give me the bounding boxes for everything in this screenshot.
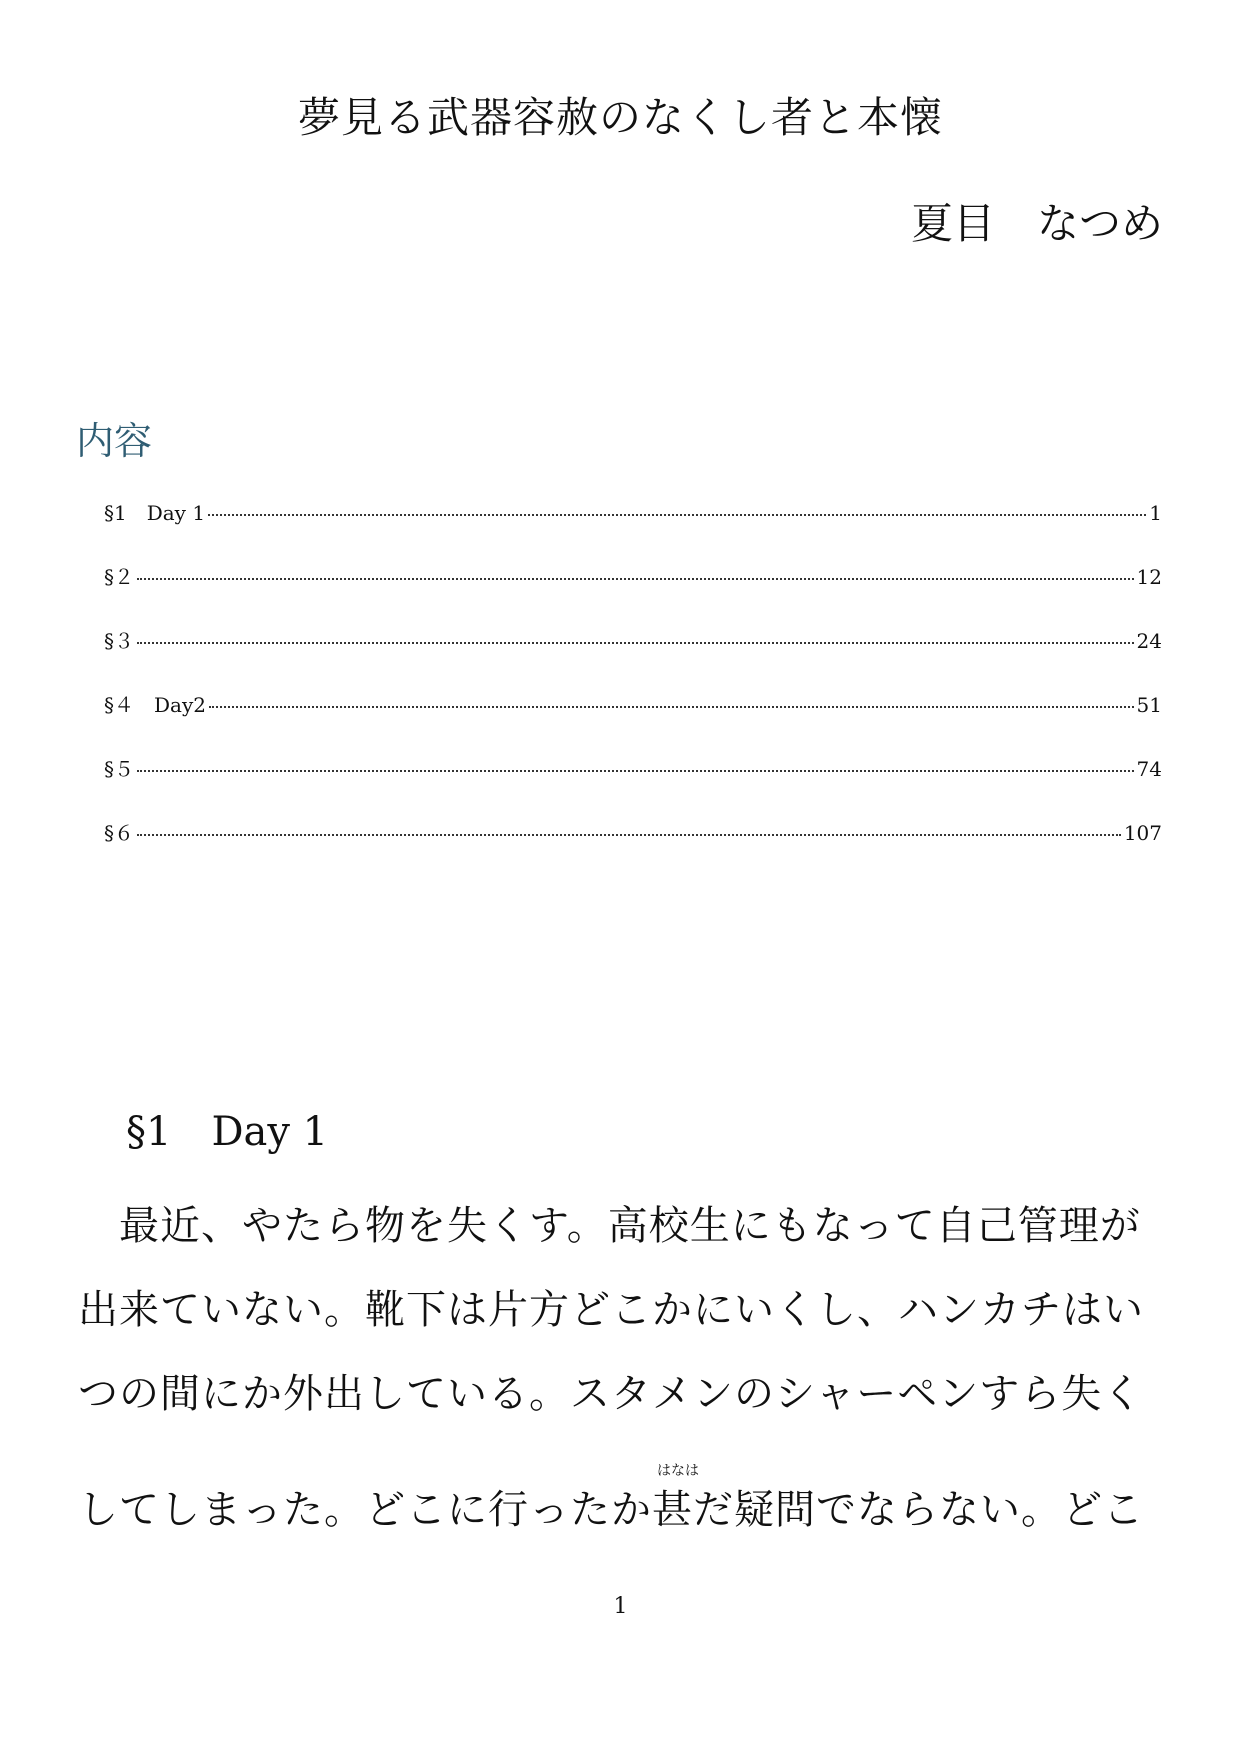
toc-entry-5[interactable] bbox=[104, 756, 1162, 782]
toc-entry-3[interactable] bbox=[104, 628, 1162, 654]
toc-dot-leader bbox=[137, 642, 1134, 644]
body-text-line: 出来ていない。靴下は片方どこかにいくし、ハンカチはい bbox=[78, 1287, 1144, 1333]
toc-dot-leader bbox=[208, 514, 1146, 516]
body-text-line: つの間にか外出している。スタメンのシャーペンすら失く bbox=[78, 1371, 1144, 1417]
toc-entry-label: §1 Day 1 bbox=[104, 501, 206, 525]
toc-entry-page: 51 bbox=[1136, 693, 1162, 717]
toc-entry-label: §５ bbox=[104, 757, 134, 781]
toc-entry-label: §６ bbox=[104, 821, 134, 845]
toc-entry-page: 1 bbox=[1149, 501, 1162, 525]
toc-dot-leader bbox=[137, 578, 1134, 580]
ruby-annotation: はなは bbox=[657, 1463, 699, 1479]
toc-entry-label: §４ Day2 bbox=[104, 693, 206, 717]
document-author: 夏目 なつめ bbox=[910, 199, 1163, 248]
toc-entry-page: 107 bbox=[1123, 821, 1162, 845]
body-text-line: 最近、やたら物を失くす。高校生にもなって自己管理が bbox=[78, 1203, 1141, 1249]
toc-entry-page: 24 bbox=[1136, 629, 1162, 653]
toc-entry-page: 12 bbox=[1136, 565, 1162, 589]
toc-entry-6[interactable] bbox=[104, 820, 1162, 846]
toc-heading: 内容 bbox=[76, 419, 153, 463]
toc-dot-leader bbox=[137, 834, 1121, 836]
page-number: 1 bbox=[613, 1594, 628, 1619]
body-text-line: してしまった。どこに行ったか甚だ疑問でならない。どこ bbox=[78, 1487, 1144, 1533]
document-title: 夢見る武器容赦のなくし者と本懐 bbox=[297, 93, 943, 142]
section-heading: §1 Day 1 bbox=[126, 1109, 329, 1155]
toc-entry-label: §３ bbox=[104, 629, 134, 653]
toc-entry-4[interactable] bbox=[104, 692, 1162, 718]
toc-entry-page: 74 bbox=[1136, 757, 1162, 781]
toc-entry-label: §２ bbox=[104, 565, 134, 589]
toc-entry-1[interactable] bbox=[104, 500, 1162, 526]
toc-dot-leader bbox=[209, 706, 1134, 708]
toc-dot-leader bbox=[137, 770, 1134, 772]
toc-entry-2[interactable] bbox=[104, 564, 1162, 590]
